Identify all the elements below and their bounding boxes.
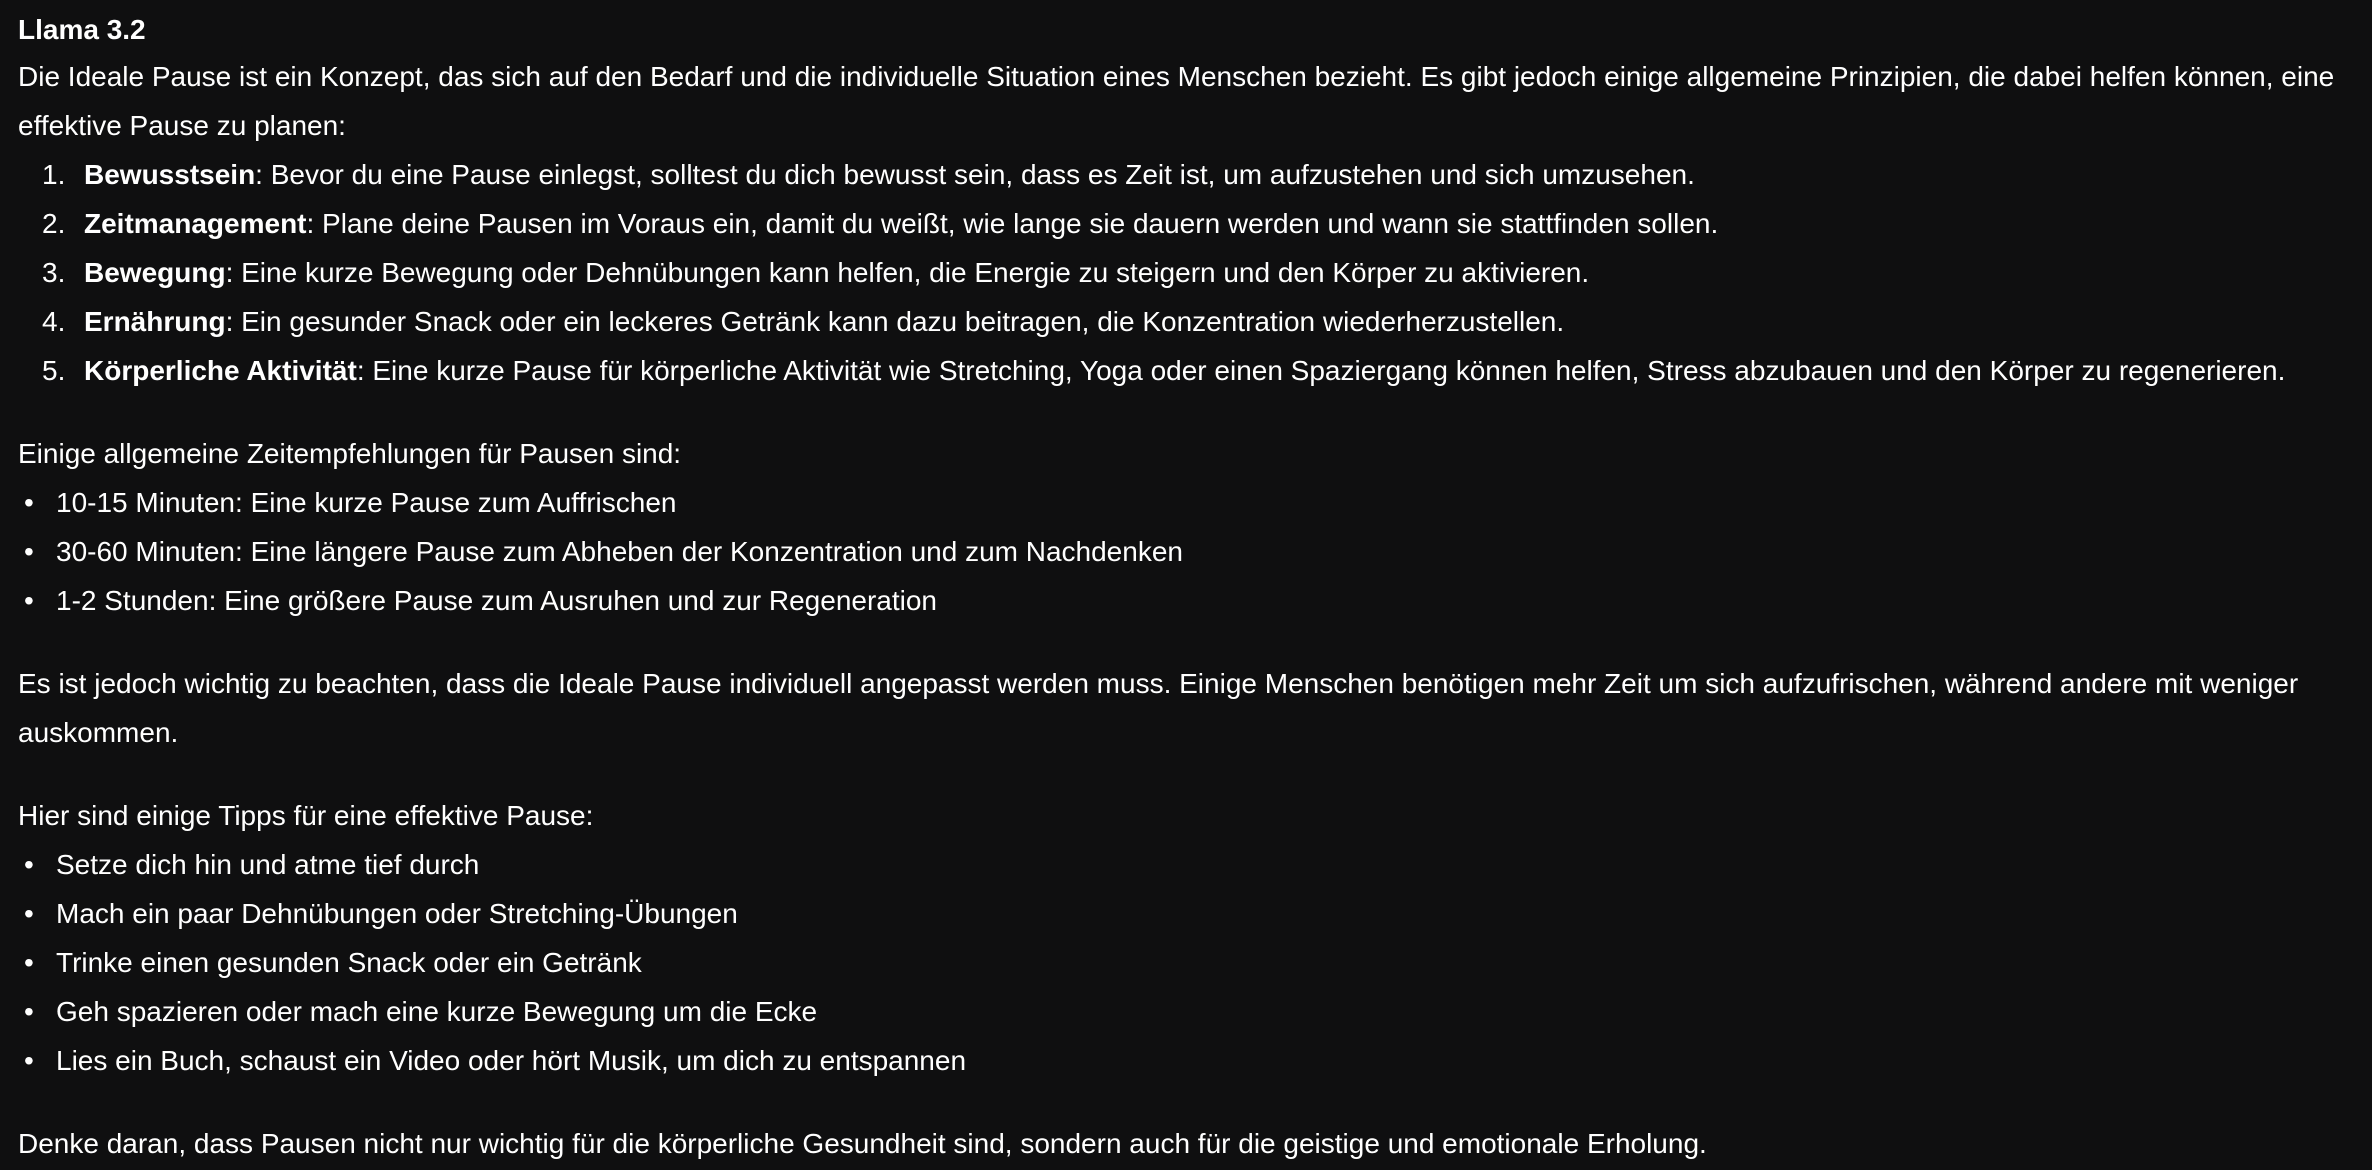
list-text: Lies ein Buch, schaust ein Video oder hört Musik, um dich zu entspannen	[56, 1045, 967, 1076]
list-number: 3.	[42, 257, 66, 288]
list-item	[18, 297, 2354, 346]
bullet-icon: •	[24, 996, 34, 1027]
list-term: Körperliche Aktivität	[84, 355, 357, 386]
list-item	[18, 889, 2354, 938]
closing-paragraph: Denke daran, dass Pausen nicht nur wichtig für die körperliche Gesundheit sind, sondern auch für die geistige und emotionale Erholung.	[18, 1128, 1707, 1159]
list-item	[18, 1036, 2354, 1085]
model-name: Llama 3.2	[18, 14, 146, 45]
list-text: Trinke einen gesunden Snack oder ein Getränk	[56, 947, 642, 978]
list-text: Setze dich hin und atme tief durch	[56, 849, 480, 880]
list-text: 10-15 Minuten: Eine kurze Pause zum Auffrischen	[56, 487, 677, 518]
list-text: : Plane deine Pausen im Voraus ein, damit du weißt, wie lange sie dauern werden und wann sie stattfinden sollen.	[306, 208, 1719, 239]
principles-list	[18, 150, 2354, 395]
list-text: Mach ein paar Dehnübungen oder Stretching-Übungen	[56, 898, 738, 929]
list-item	[18, 478, 2354, 527]
list-item	[18, 576, 2354, 625]
list-text: : Eine kurze Pause für körperliche Aktivität wie Stretching, Yoga oder einen Spaziergang können helfen, Stress abzubauen und den Körper zu regenerieren.	[356, 355, 2286, 386]
list-text: 30-60 Minuten: Eine längere Pause zum Abheben der Konzentration und zum Nachdenken	[56, 536, 1183, 567]
list-text: : Eine kurze Bewegung oder Dehnübungen kann helfen, die Energie zu steigern und den Körper zu aktivieren.	[225, 257, 1590, 288]
list-term: Bewusstsein	[84, 159, 256, 190]
list-item	[18, 346, 2354, 395]
list-number: 1.	[42, 159, 66, 190]
list-term: Bewegung	[84, 257, 226, 288]
tips-heading: Hier sind einige Tipps für eine effektive Pause:	[18, 800, 594, 831]
list-item	[18, 248, 2354, 297]
list-number: 2.	[42, 208, 66, 239]
list-item	[18, 840, 2354, 889]
bullet-icon: •	[24, 947, 34, 978]
list-item	[18, 150, 2354, 199]
list-text: Geh spazieren oder mach eine kurze Bewegung um die Ecke	[56, 996, 818, 1027]
list-number: 5.	[42, 355, 66, 386]
list-text: 1-2 Stunden: Eine größere Pause zum Ausruhen und zur Regeneration	[56, 585, 938, 616]
bullet-icon: •	[24, 536, 34, 567]
time-heading: Einige allgemeine Zeitempfehlungen für Pausen sind:	[18, 438, 682, 469]
list-term: Ernährung	[84, 306, 226, 337]
list-item	[18, 987, 2354, 1036]
bullet-icon: •	[24, 1045, 34, 1076]
list-text: : Ein gesunder Snack oder ein leckeres Getränk kann dazu beitragen, die Konzentration wiederherzustellen.	[225, 306, 1565, 337]
intro-paragraph: Die Ideale Pause ist ein Konzept, das sich auf den Bedarf und die individuelle Situation eines Menschen bezieht. Es gibt jedoch einige allgemeine Prinzipien, die dabei helfen können, eine effektive Pause zu planen:	[18, 61, 2335, 141]
bullet-icon: •	[24, 487, 34, 518]
tips-list	[18, 840, 2354, 1085]
note-paragraph: Es ist jedoch wichtig zu beachten, dass die Ideale Pause individuell angepasst werden muss. Einige Menschen benötigen mehr Zeit um sich aufzufrischen, während andere mit weniger auskommen.	[18, 668, 2299, 748]
list-item	[18, 199, 2354, 248]
list-text: : Bevor du eine Pause einlegst, solltest du dich bewusst sein, dass es Zeit ist, um aufzustehen und sich umzusehen.	[255, 159, 1695, 190]
bullet-icon: •	[24, 849, 34, 880]
time-list	[18, 478, 2354, 625]
bullet-icon: •	[24, 585, 34, 616]
list-item	[18, 527, 2354, 576]
list-term: Zeitmanagement	[84, 208, 307, 239]
bullet-icon: •	[24, 898, 34, 929]
list-item	[18, 938, 2354, 987]
list-number: 4.	[42, 306, 66, 337]
